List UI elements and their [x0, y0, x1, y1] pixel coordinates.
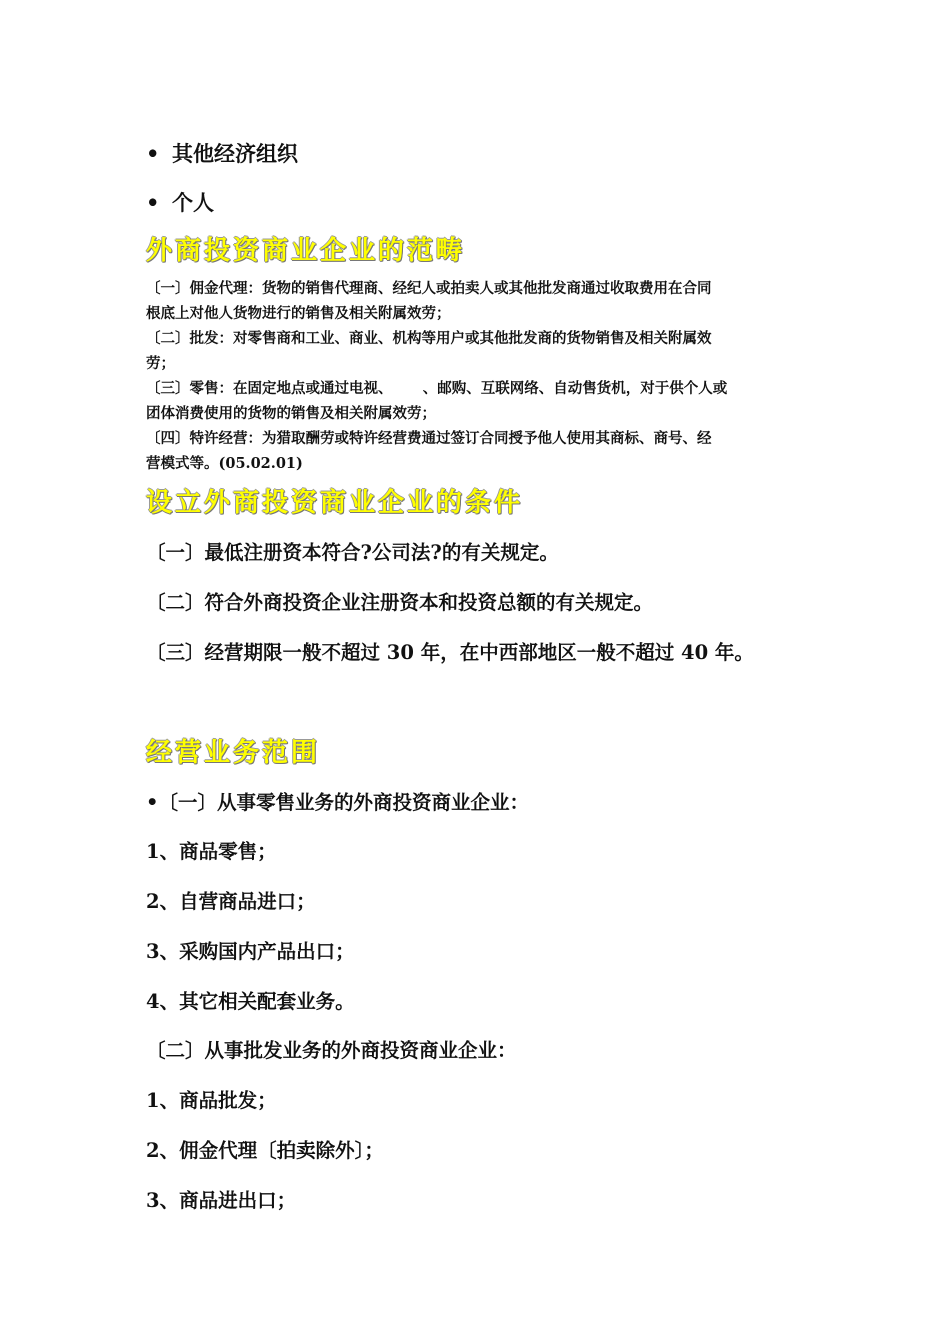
section-heading-business-scope: 经营业务范围	[146, 738, 321, 768]
business-line: 1、商品零售；	[146, 840, 277, 863]
business-line: 1、商品批发；	[146, 1089, 277, 1112]
paragraph-line: 〔二〕批发：对零售商和工业、商业、机构等用户或其他批发商的货物销售及相关附属效	[146, 330, 712, 347]
business-line: 4、其它相关配套业务。	[146, 990, 355, 1013]
condition-line: 〔二〕符合外商投资企业注册资本和投资总额的有关规定。	[146, 591, 654, 614]
condition-line: 〔三〕经营期限一般不超过 30 年，在中西部地区一般不超过 40 年。	[146, 641, 754, 664]
condition-line: 〔一〕最低注册资本符合?公司法?的有关规定。	[146, 541, 559, 564]
paragraph-line: 〔一〕佣金代理：货物的销售代理商、经纪人或拍卖人或其他批发商通过收取费用在合同	[146, 280, 712, 297]
section-heading-scope: 外商投资商业企业的范畴	[146, 236, 466, 266]
business-line: 〔二〕从事批发业务的外商投资商业企业：	[146, 1039, 517, 1062]
paragraph-line: 〔四〕特许经营：为猎取酬劳或特许经营费通过签订合同授予他人使用其商标、商号、经	[146, 430, 712, 447]
bullet-item	[146, 138, 298, 168]
business-line: 2、佣金代理〔拍卖除外〕；	[146, 1139, 384, 1162]
bullet-text: 个人	[172, 190, 214, 215]
paragraph-line: 根底上对他人货物进行的销售及相关附属效劳；	[146, 305, 451, 322]
section-heading-conditions: 设立外商投资商业企业的条件	[146, 488, 524, 518]
bullet-text: 其他经济组织	[172, 141, 298, 166]
business-line: 3、商品进出口；	[146, 1189, 297, 1212]
paragraph-line: 〔三〕零售：在固定地点或通过电视、 、邮购、互联网络、自动售货机，对于供个人或	[146, 380, 728, 397]
business-line: •〔一〕从事零售业务的外商投资商业企业：	[146, 791, 529, 814]
business-line: 3、采购国内产品出口；	[146, 940, 355, 963]
paragraph-line: 营模式等。(05.02.01)	[146, 455, 303, 472]
business-line: 2、自营商品进口；	[146, 890, 316, 913]
bullet-item	[146, 187, 214, 217]
paragraph-line: 团体消费使用的货物的销售及相关附属效劳；	[146, 405, 436, 422]
paragraph-line: 劳；	[146, 355, 175, 372]
bullet-marker: •	[146, 141, 160, 166]
bullet-marker: •	[146, 190, 160, 215]
